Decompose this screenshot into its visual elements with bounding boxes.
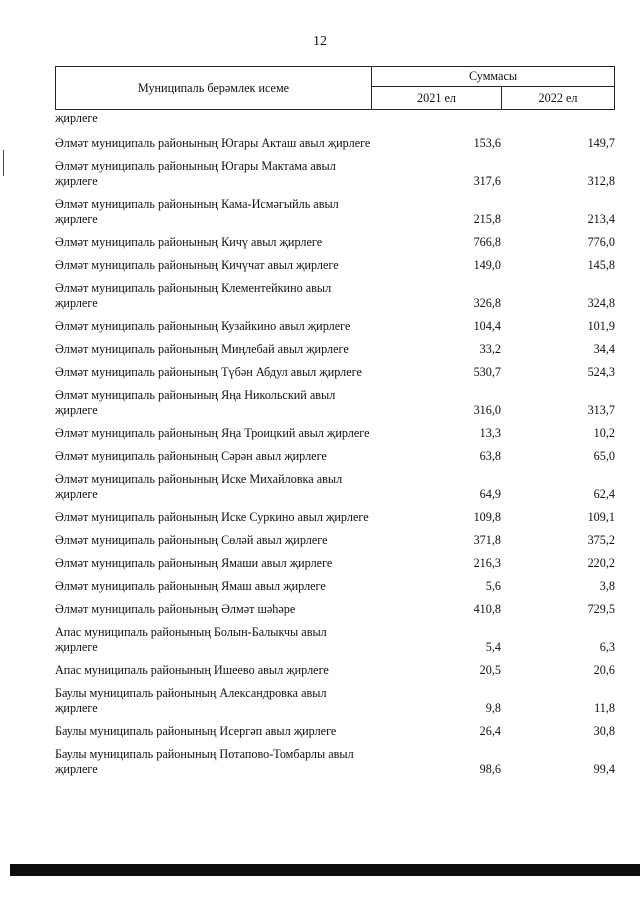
table-row	[55, 281, 615, 311]
table-row	[55, 724, 615, 739]
table-row	[55, 365, 615, 380]
row-amount-2022: 375,2	[587, 533, 615, 547]
row-municipality-name: Әлмәт муниципаль районының Югары Акташ авыл җирлеге	[55, 136, 371, 150]
table-row	[55, 319, 615, 334]
row-amount-2021: 5,6	[485, 579, 501, 593]
row-amount-2022: 34,4	[593, 342, 615, 356]
row-amount-2022: 776,0	[587, 235, 615, 249]
row-amount-2022: 6,3	[599, 640, 615, 654]
row-municipality-name: Әлмәт муниципаль районының Кама-Исмәгыйль авыл җирлеге	[55, 197, 339, 226]
table-row	[55, 342, 615, 357]
row-municipality-name: Баулы муниципаль районының Потапово-Томбарлы авыл җирлеге	[55, 747, 354, 776]
row-municipality-name: Әлмәт муниципаль районының Яңа Никольский авыл җирлеге	[55, 388, 336, 417]
row-amount-2021: 64,9	[479, 487, 501, 501]
row-amount-2022: 213,4	[587, 212, 615, 226]
row-municipality-name: Баулы муниципаль районының Исергәп авыл җирлеге	[55, 724, 337, 738]
scan-margin-mark	[3, 150, 4, 176]
row-amount-2021: 316,0	[473, 403, 501, 417]
row-amount-2021: 63,8	[479, 449, 501, 463]
table-row	[55, 136, 615, 151]
row-amount-2022: 145,8	[587, 258, 615, 272]
table-row	[55, 533, 615, 548]
row-municipality-name: Әлмәт муниципаль районының Кузайкино авыл җирлеге	[55, 319, 351, 333]
table-row	[55, 159, 615, 189]
row-amount-2022: 99,4	[593, 762, 615, 776]
row-municipality-name: Әлмәт муниципаль районының Иске Суркино авыл җирлеге	[55, 510, 369, 524]
row-amount-2021: 371,8	[473, 533, 501, 547]
row-amount-2021: 20,5	[479, 663, 501, 677]
table-row	[55, 686, 615, 716]
row-municipality-name: Әлмәт муниципаль районының Сөләй авыл җирлеге	[55, 533, 328, 547]
row-amount-2022: 313,7	[587, 403, 615, 417]
table-row	[55, 747, 615, 777]
row-amount-2022: 65,0	[593, 449, 615, 463]
header-year-2022: 2022 ел	[538, 90, 578, 105]
table-row	[55, 625, 615, 655]
table-row	[55, 556, 615, 571]
row-amount-2021: 149,0	[473, 258, 501, 272]
budget-table	[55, 66, 615, 785]
row-amount-2021: 766,8	[473, 235, 501, 249]
row-amount-2022: 10,2	[593, 426, 615, 440]
page-number: 12	[313, 34, 327, 49]
row-amount-2021: 33,2	[479, 342, 501, 356]
row-amount-2021: 109,8	[473, 510, 501, 524]
row-municipality-name: Әлмәт муниципаль районының Сәрән авыл җирлеге	[55, 449, 327, 463]
row-amount-2022: 524,3	[587, 365, 615, 379]
row-amount-2022: 20,6	[593, 663, 615, 677]
row-amount-2021: 326,8	[473, 296, 501, 310]
row-municipality-name: Әлмәт муниципаль районының Кичү авыл җирлеге	[55, 235, 323, 249]
row-amount-2021: 98,6	[479, 762, 501, 776]
row-amount-2022: 312,8	[587, 174, 615, 188]
row-amount-2021: 410,8	[473, 602, 501, 616]
table-row	[55, 579, 615, 594]
table-row	[55, 510, 615, 525]
row-municipality-name: Әлмәт муниципаль районының Әлмәт шәһәре	[55, 602, 296, 616]
table-row	[55, 426, 615, 441]
row-amount-2021: 317,6	[473, 174, 501, 188]
table-row	[55, 258, 615, 273]
row-amount-2022: 109,1	[587, 510, 615, 524]
row-municipality-name: Апас муниципаль районының Ишеево авыл җирлеге	[55, 663, 329, 677]
table-row	[55, 449, 615, 464]
row-municipality-name: Әлмәт муниципаль районының Клементейкино авыл җирлеге	[55, 281, 332, 310]
row-amount-2021: 9,8	[485, 701, 501, 715]
table-row	[55, 235, 615, 250]
row-amount-2021: 13,3	[479, 426, 501, 440]
row-amount-2021: 153,6	[473, 136, 501, 150]
row-amount-2022: 149,7	[587, 136, 615, 150]
row-amount-2021: 104,4	[473, 319, 501, 333]
table-row	[55, 388, 615, 418]
table-header	[55, 66, 615, 110]
scan-bottom-edge	[10, 864, 640, 876]
row-municipality-name: Әлмәт муниципаль районының Кичүчат авыл җирлеге	[55, 258, 339, 272]
row-municipality-name: Баулы муниципаль районының Александровка авыл җирлеге	[55, 686, 327, 715]
row-amount-2021: 215,8	[473, 212, 501, 226]
row-municipality-name: Апас муниципаль районының Болын-Балыкчы авыл җирлеге	[55, 625, 327, 654]
row-amount-2021: 216,3	[473, 556, 501, 570]
row-amount-2022: 729,5	[587, 602, 615, 616]
table-row	[55, 197, 615, 227]
table-row	[55, 602, 615, 617]
row-amount-2022: 62,4	[593, 487, 615, 501]
row-amount-2021: 26,4	[479, 724, 501, 738]
row-amount-2022: 220,2	[587, 556, 615, 570]
header-amount: Суммасы	[372, 67, 614, 87]
row-municipality-name: Әлмәт муниципаль районының Ямаш авыл җирлеге	[55, 579, 326, 593]
row-amount-2021: 5,4	[485, 640, 501, 654]
header-year-2021: 2021 ел	[372, 87, 502, 109]
row-amount-2022: 11,8	[594, 701, 615, 715]
row-municipality-name: Әлмәт муниципаль районының Түбән Абдул авыл җирлеге	[55, 365, 362, 379]
table-row	[55, 472, 615, 502]
row-municipality-name: Әлмәт муниципаль районының Ямаши авыл җирлеге	[55, 556, 333, 570]
row-amount-2022: 3,8	[599, 579, 615, 593]
table-body	[55, 111, 615, 777]
row-municipality-name: Әлмәт муниципаль районының Иске Михайловка авыл җирлеге	[55, 472, 343, 501]
row-amount-2022: 324,8	[587, 296, 615, 310]
row-municipality-name: Әлмәт муниципаль районының Миңлебай авыл җирлеге	[55, 342, 349, 356]
row-amount-2022: 30,8	[593, 724, 615, 738]
header-municipality-name: Муниципаль берәмлек исеме	[56, 67, 372, 109]
row-municipality-name: Әлмәт муниципаль районының Югары Мактама авыл җирлеге	[55, 159, 336, 188]
row-name: җирлеге	[55, 111, 98, 125]
row-amount-2022: 101,9	[587, 319, 615, 333]
continuation-row	[55, 111, 615, 126]
table-row	[55, 663, 615, 678]
row-municipality-name: Әлмәт муниципаль районының Яңа Троицкий авыл җирлеге	[55, 426, 370, 440]
row-amount-2021: 530,7	[473, 365, 501, 379]
